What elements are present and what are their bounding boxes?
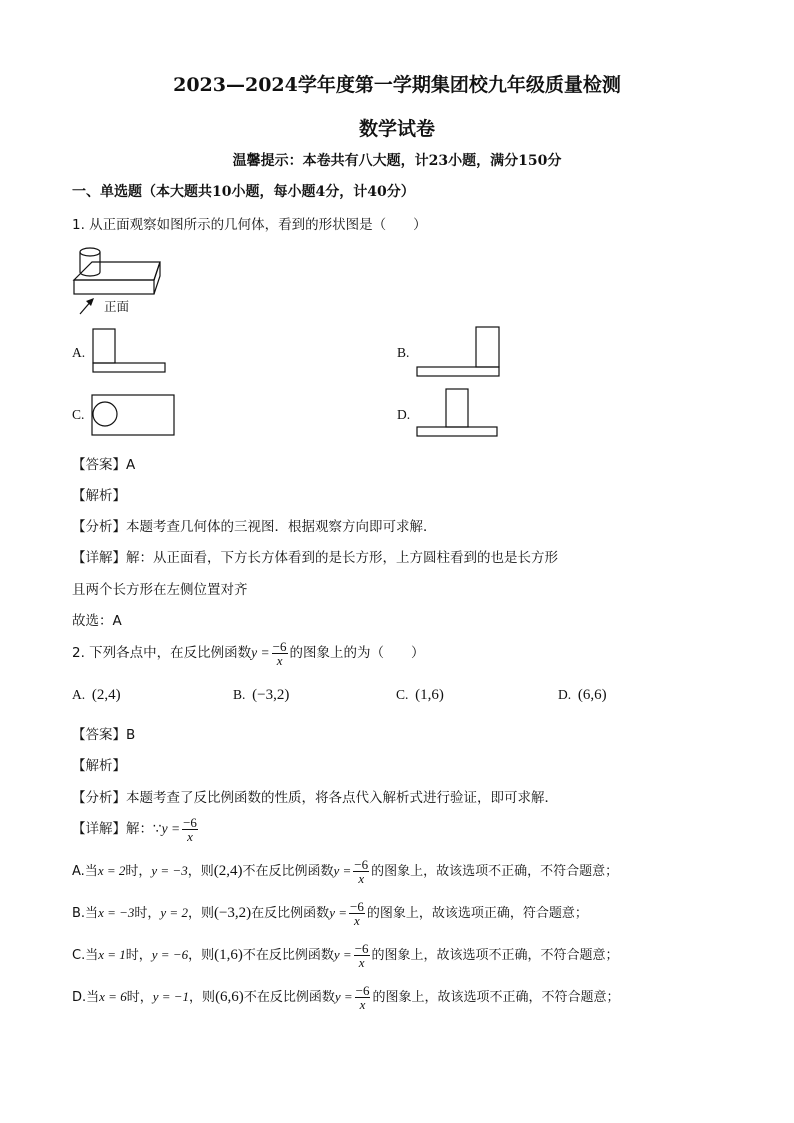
q1-analysis-tag: 【解析】 [72, 488, 126, 504]
q2-option-b-label: B. [233, 687, 246, 702]
q1-answer: 【答案】A [72, 457, 136, 473]
slab-side-face [154, 262, 160, 294]
q2-option-a-value: (2,4) [91, 687, 121, 703]
q2-option-b [233, 687, 289, 704]
q2-detail-pre: 【详解】解：∵ [72, 821, 162, 837]
q2-detail-fraction [182, 816, 198, 843]
q1-choice: 故选：A [72, 613, 122, 629]
q1-detail-line2: 且两个长方形在左侧位置对齐 [72, 582, 248, 598]
q2-line-frac-num: −6 [355, 983, 370, 998]
q2-line-text: 不在反比例函数 [243, 990, 335, 1005]
front-view-label: 正面 [104, 299, 130, 314]
q2-stem-post: 的图象上的为（ ） [289, 645, 425, 661]
q2-func-y: y = [251, 645, 270, 660]
q2-solution-line [72, 982, 619, 1013]
q1-option-a-label: A. [72, 345, 86, 360]
q2-analysis-tag: 【解析】 [72, 758, 126, 774]
q1-option-b-label: B. [397, 345, 410, 360]
q2-line-frac-num: −6 [354, 857, 369, 872]
q2-line-text: 时， [125, 948, 152, 963]
q1-option-c-figure [90, 392, 180, 438]
q2-line-conclusion: 的图象上，故该选项正确，符合题意； [366, 906, 588, 921]
q2-line-condition: x = 1 [98, 947, 126, 962]
exam-tip: 温馨提示：本卷共有八大题，计23小题，满分150分 [232, 153, 562, 169]
q2-option-b-value: (−3,2) [252, 687, 290, 703]
q2-line-fraction [355, 984, 371, 1011]
q2-line-fraction [349, 900, 365, 927]
q2-line-conclusion: 的图象上，故该选项不正确，不符合题意； [372, 990, 620, 1005]
q2-solution-line [72, 898, 588, 929]
q2-line-text: 在反比例函数 [251, 906, 330, 921]
q2-line-text: 时， [125, 864, 152, 879]
q1-option-c-label: C. [72, 407, 85, 422]
q1-option-b-figure [414, 324, 504, 379]
q2-line-point: (6,6) [215, 989, 244, 1005]
q2-line-func-y: y = [333, 863, 352, 878]
q2-detail-func-y: y = [161, 821, 181, 836]
q2-option-d [558, 687, 607, 704]
q2-option-c-value: (1,6) [415, 687, 444, 703]
slab-top-face [74, 262, 160, 280]
q2-line-text: ，则 [187, 906, 214, 921]
q2-line-fraction [353, 858, 369, 885]
q2-line-text: ，则 [189, 990, 216, 1005]
q2-line-text: 时， [134, 906, 161, 921]
q1-analysis: 【分析】本题考查几何体的三视图．根据观察方向即可求解． [72, 519, 437, 535]
q2-line-func-y: y = [333, 947, 352, 962]
q2-line-point: (−3,2) [213, 905, 252, 921]
q2-fraction [272, 640, 288, 667]
q2-option-c [396, 687, 444, 704]
q2-line-text: 时， [126, 990, 153, 1005]
q2-line-text: 不在反比例函数 [242, 948, 334, 963]
q2-line-frac-num: −6 [349, 899, 364, 914]
q2-frac-num: −6 [272, 638, 287, 654]
q2-line-func-y: y = [334, 989, 353, 1004]
exam-subtitle: 数学试卷 [358, 118, 435, 140]
q1-option-d-label: D. [397, 407, 411, 422]
q2-line-point: (2,4) [213, 863, 243, 879]
q1-detail-line1: 【详解】解：从正面看，下方长方体看到的是长方形，上方圆柱看到的也是长方形 [72, 550, 558, 566]
q2-line-frac-num: −6 [354, 941, 369, 956]
q2-line-func-y: y = [329, 905, 347, 920]
q2-line-y-value: y = −3 [151, 863, 188, 878]
slab-front-face [74, 280, 154, 294]
exam-title: 2023—2024学年度第一学期集团校九年级质量检测 [173, 74, 621, 96]
section-heading: 一、单选题（本大题共10小题，每小题4分，计40分） [72, 184, 415, 200]
q2-solution-line [72, 856, 618, 887]
q2-option-a [72, 687, 121, 704]
q2-line-conclusion: 的图象上，故该选项不正确，不符合题意； [371, 864, 619, 879]
q2-line-frac-den: x [358, 871, 365, 886]
q2-line-condition: x = 6 [99, 989, 127, 1004]
q1-option-d-figure [414, 386, 504, 440]
q2-option-c-label: C. [396, 687, 409, 702]
q2-line-prefix: C.当 [72, 948, 99, 963]
q2-stem-pre: 2. 下列各点中，在反比例函数 [72, 645, 252, 661]
q2-line-prefix: A.当 [72, 864, 98, 879]
q2-line-condition: x = 2 [97, 863, 126, 878]
q2-line-y-value: y = −6 [151, 947, 189, 962]
q2-option-d-label: D. [558, 687, 572, 702]
q2-line-y-value: y = 2 [160, 905, 188, 920]
q2-detail [72, 814, 200, 844]
q2-line-frac-den: x [358, 955, 365, 970]
q2-option-d-value: (6,6) [577, 687, 607, 703]
q2-option-a-label: A. [72, 687, 86, 702]
q2-line-prefix: B.当 [72, 906, 99, 921]
cylinder-top [80, 248, 100, 256]
q2-line-frac-den: x [354, 913, 360, 928]
q2-line-condition: x = −3 [98, 905, 135, 920]
q2-frac-den: x [276, 652, 283, 668]
q2-line-conclusion: 的图象上，故该选项不正确，不符合题意； [371, 948, 619, 963]
q2-line-fraction [354, 942, 370, 969]
q2-analysis: 【分析】本题考查了反比例函数的性质，将各点代入解析式进行验证，即可求解． [72, 790, 558, 806]
q2-line-text: ，则 [187, 864, 214, 879]
q2-detail-frac-num: −6 [183, 814, 197, 830]
q2-line-frac-den: x [359, 997, 366, 1012]
q2-line-text: 不在反比例函数 [242, 864, 334, 879]
q1-option-a-figure [90, 326, 170, 376]
q2-detail-frac-den: x [187, 828, 193, 844]
q2-line-y-value: y = −1 [152, 989, 190, 1004]
q2-stem [72, 638, 425, 668]
q1-stem: 1. 从正面观察如图所示的几何体，看到的形状图是（ ） [72, 217, 427, 233]
q2-answer: 【答案】B [72, 727, 136, 743]
q2-line-text: ，则 [188, 948, 215, 963]
q2-line-prefix: D.当 [72, 990, 100, 1005]
q2-line-point: (1,6) [214, 947, 243, 963]
q2-solution-line [72, 940, 619, 971]
